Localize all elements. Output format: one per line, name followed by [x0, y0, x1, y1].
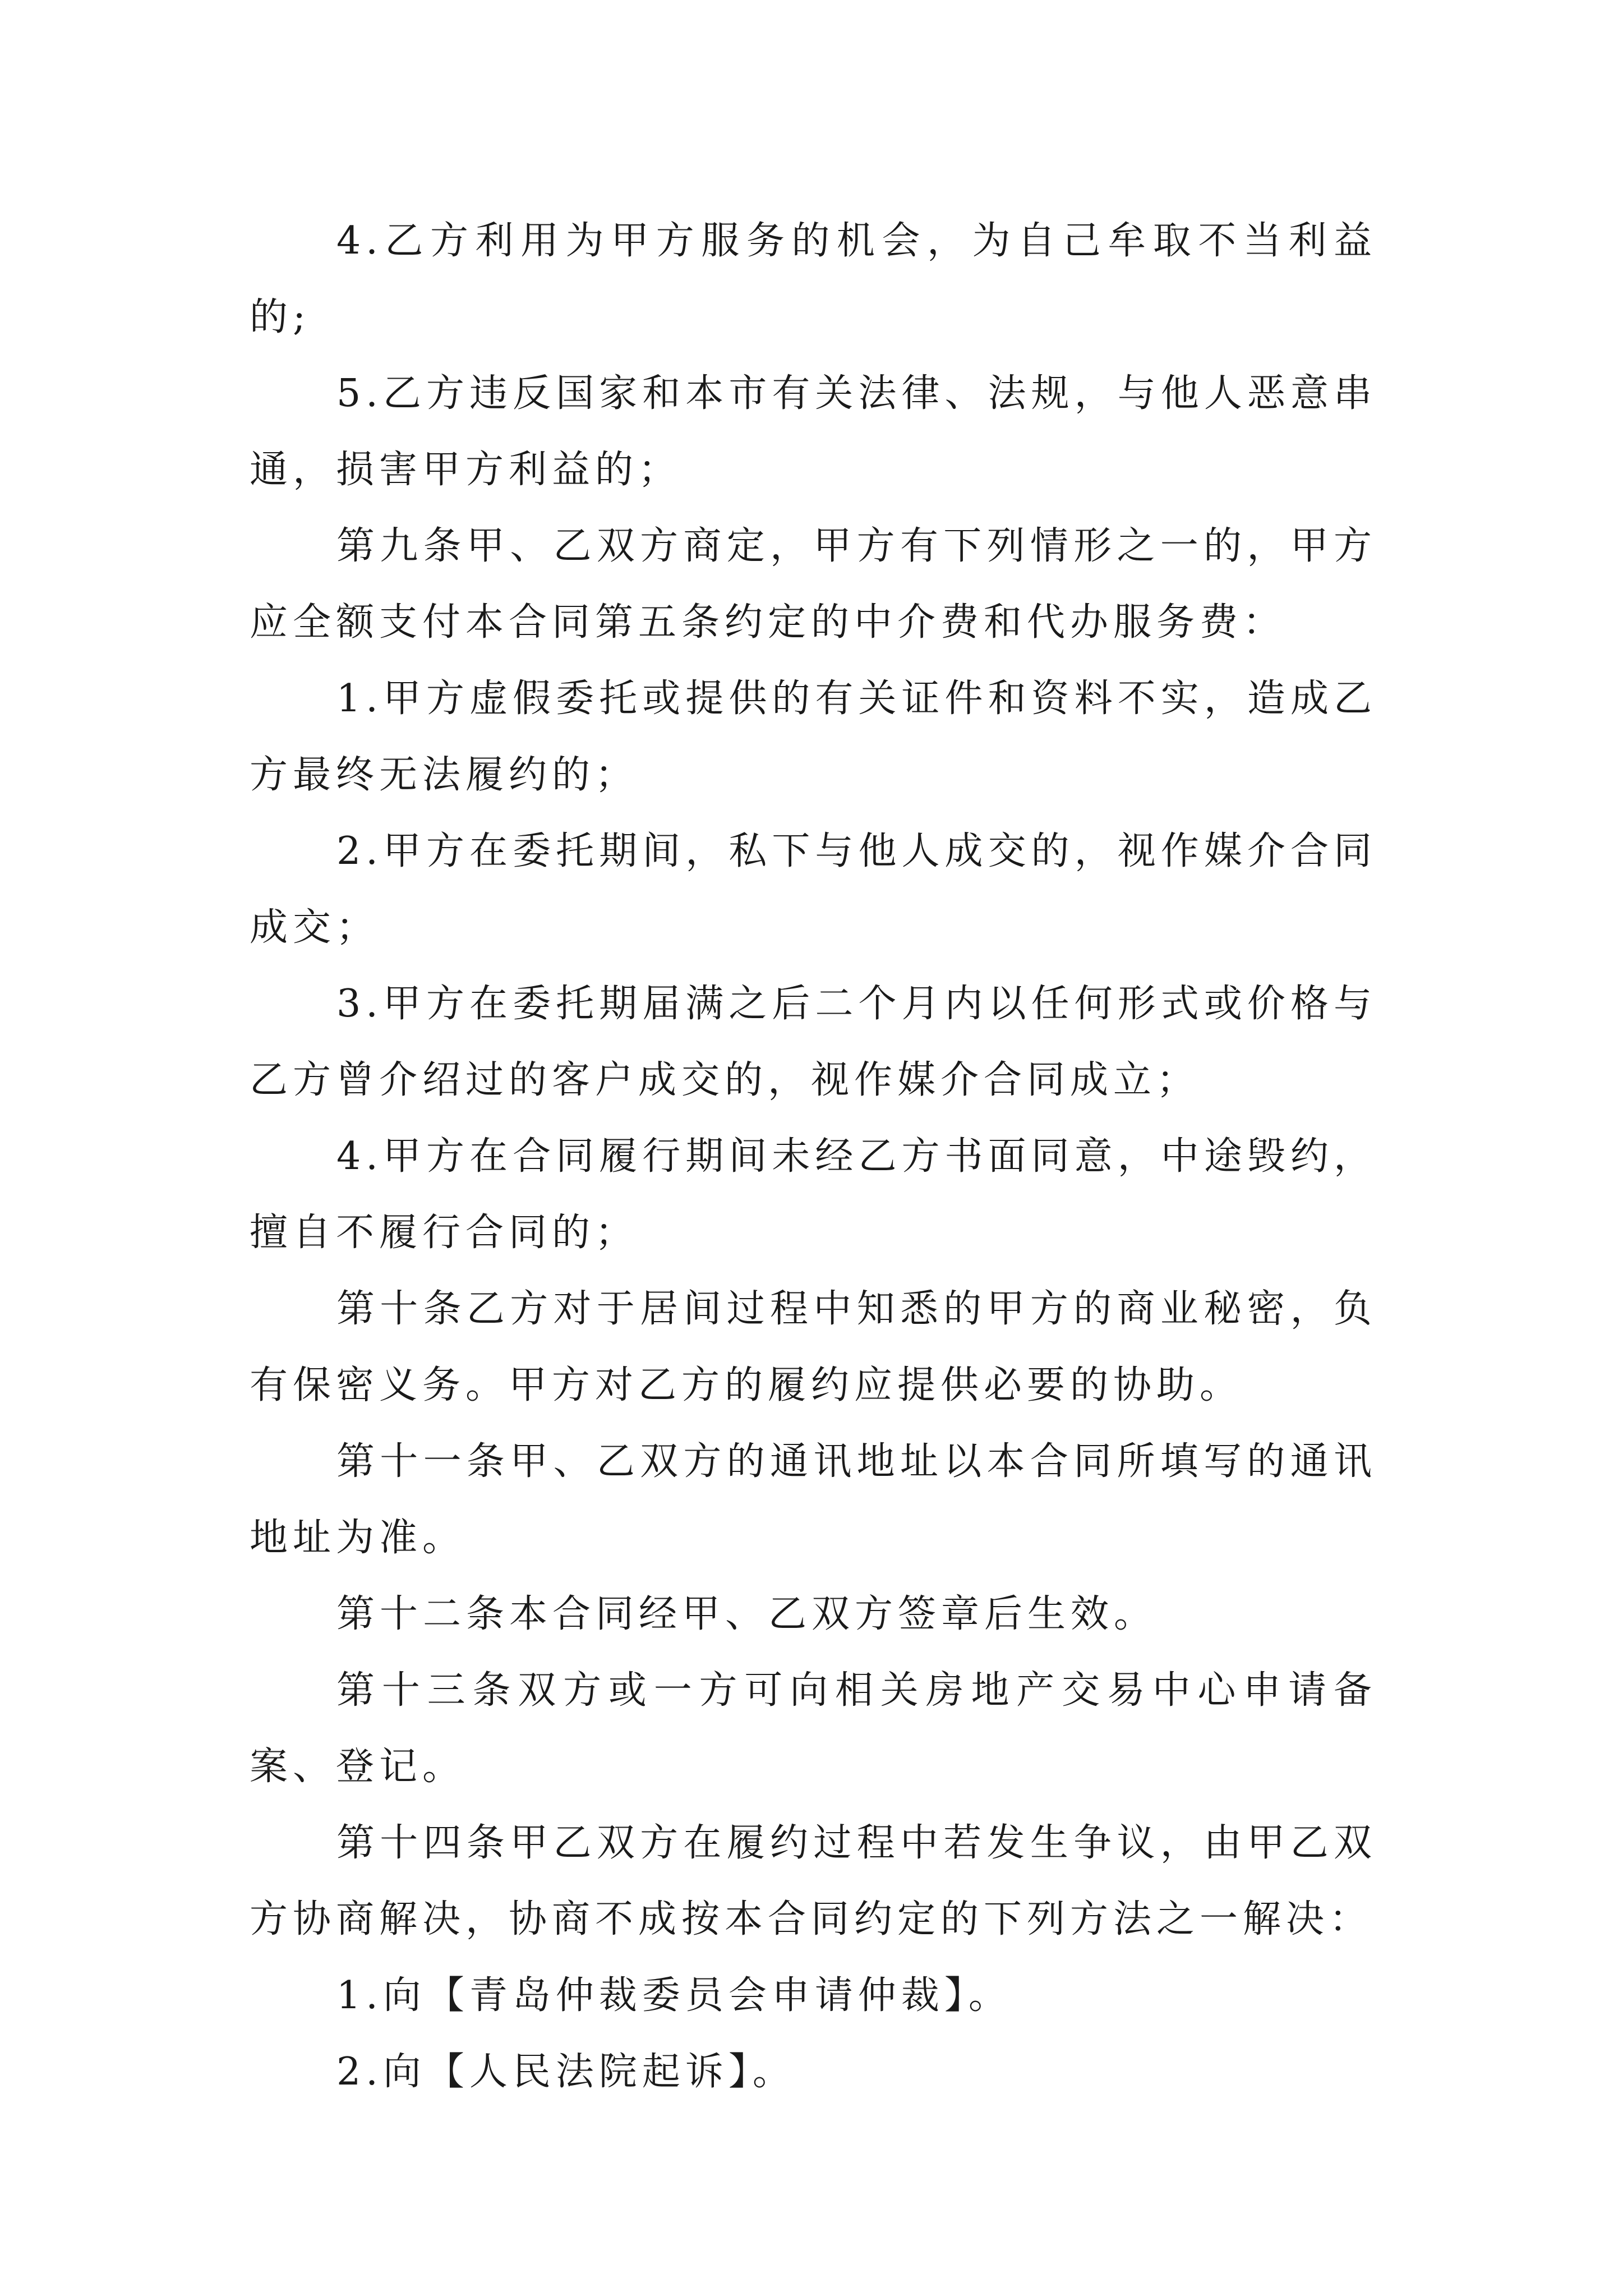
article-9-item-4: 4.甲方在合同履行期间未经乙方书面同意，中途毁约，擅自不履行合同的；	[250, 1134, 1377, 1255]
article-14-option-1: 1.向【青岛仲裁委员会申请仲裁】。	[336, 1973, 1012, 2018]
article-12: 第十二条本合同经甲、乙双方签章后生效。	[336, 1592, 1158, 1636]
document-body	[250, 203, 1377, 2110]
article-9-heading: 第九条甲、乙双方商定，甲方有下列情形之一的，甲方应全额支付本合同第五条约定的中介费和代办服务费：	[250, 524, 1377, 645]
article-9-item-1: 1.甲方虚假委托或提供的有关证件和资料不实，造成乙方最终无法履约的；	[250, 677, 1377, 797]
article-9-item-3: 3.甲方在委托期届满之后二个月内以任何形式或价格与乙方曾介绍过的客户成交的，视作媒介合同成立；	[250, 982, 1377, 1102]
clause-item-4-party-b-improper-gain: 4.乙方利用为甲方服务的机会，为自己牟取不当利益的;	[250, 219, 1377, 339]
article-9-item-2: 2.甲方在委托期间，私下与他人成交的，视作媒介合同成交；	[250, 829, 1377, 950]
article-14: 第十四条甲乙双方在履约过程中若发生争议，由甲乙双方协商解决，协商不成按本合同约定的下列方法之一解决：	[250, 1821, 1377, 1941]
article-11: 第十一条甲、乙双方的通讯地址以本合同所填写的通讯地址为准。	[250, 1439, 1377, 1560]
article-13: 第十三条双方或一方可向相关房地产交易中心申请备案、登记。	[250, 1668, 1377, 1789]
clause-item-5-party-b-violation: 5.乙方违反国家和本市有关法律、法规，与他人恶意串通，损害甲方利益的；	[250, 371, 1377, 492]
article-10: 第十条乙方对于居间过程中知悉的甲方的商业秘密，负有保密义务。甲方对乙方的履约应提供必要的协助。	[250, 1287, 1377, 1407]
article-14-option-2: 2.向【人民法院起诉】。	[336, 2050, 796, 2094]
